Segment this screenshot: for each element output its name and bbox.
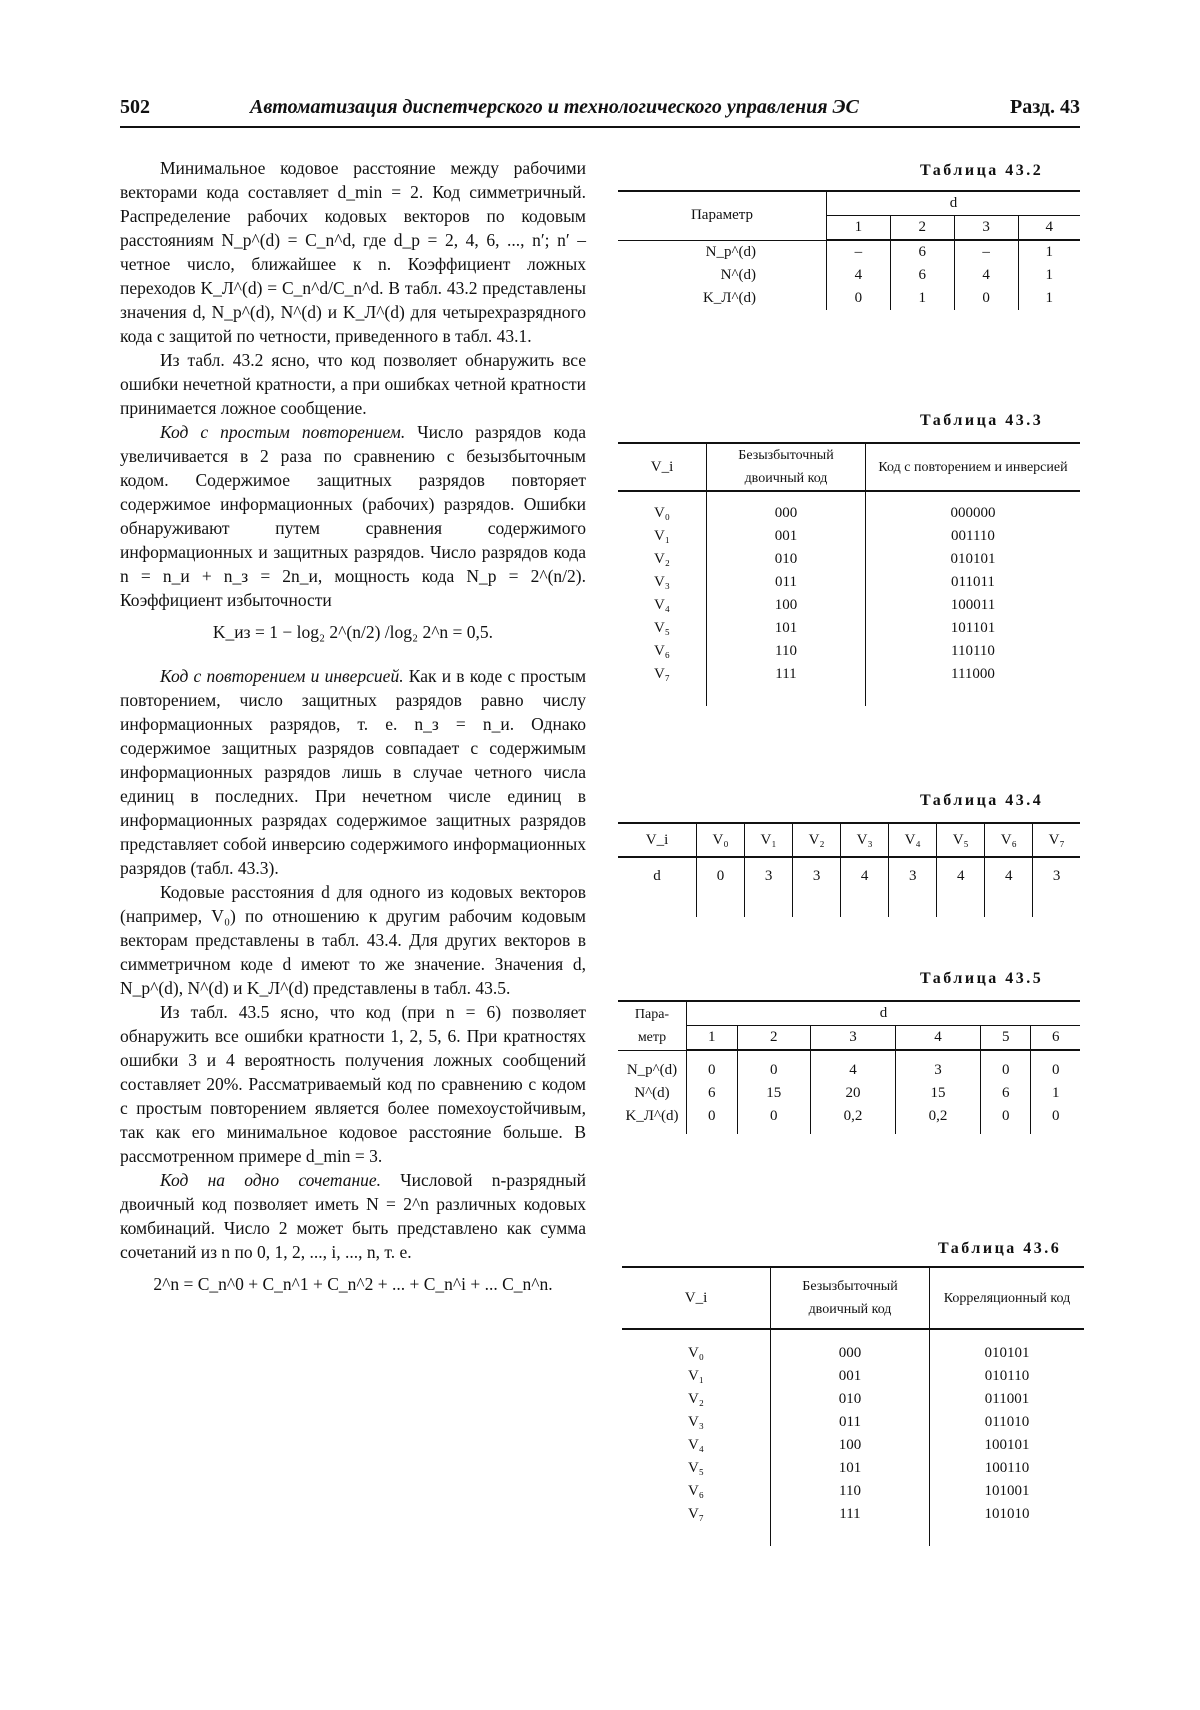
table-cell: 6 <box>890 240 954 264</box>
table-cell: V₅ <box>618 617 707 640</box>
table-cell: 101 <box>771 1457 930 1480</box>
table-43-2-caption: Таблица 43.2 <box>920 162 1044 179</box>
paragraph-3-body: Число разрядов кода увеличивается в 2 раза по сравнению с безызбыточным кодом. Содержимое защитных разрядов повторяет содержимое информационных (рабочих) разрядов. Ошибки обнаруживают путем сравнения содержимого информационных и защитных разрядов. Число разрядов кода n = n_и + n_з = 2n_и, мощность кода N_p = 2^(n/2). Коэффициент избыточности <box>120 422 586 610</box>
table-cell: 010 <box>707 548 866 571</box>
table-cell: 110 <box>707 640 866 663</box>
table-cell: 1 <box>1045 290 1054 306</box>
table-row <box>618 548 1080 571</box>
formula-redundancy: K_из = 1 − log₂ 2^(n/2) /log₂ 2^n = 0,5. <box>212 622 494 642</box>
table-cell: V₄ <box>618 594 707 617</box>
table-cell: 011 <box>707 571 866 594</box>
table-row <box>622 1388 1084 1411</box>
table-43-5-col: 2 <box>737 1026 810 1051</box>
table-cell: 3 <box>889 857 937 917</box>
paragraph-1: Минимальное кодовое расстояние между рабочими векторами кода составляет d_min = 2. Код симметричный. Распределение рабочих кодовых векторов по кодовым расстояниям N_p^(d) = C_n^d, где d_p = 2, 4, 6, ..., n′; n′ – четное число, ближайшее к n. Коэффициент ложных переходов K_Л^(d) = C_n^d/C_n^d. В табл. 43.2 представлены значения d, N_p^(d), N^(d) и K_Л^(d) для четырехразрядного кода с защитой по четности, приведенного в табл. 43.1. <box>120 158 586 346</box>
table-43-5-param-header: Пара-метр <box>618 1001 687 1050</box>
paragraph-7-title: Код на одно сочетание. <box>160 1170 382 1190</box>
table-43-6 <box>622 1266 1084 1546</box>
table-cell: – <box>827 240 891 264</box>
table-43-5-col: 1 <box>687 1026 738 1051</box>
table-cell: V₇ <box>622 1503 771 1546</box>
table-cell: 0 <box>980 1105 1031 1134</box>
paragraph-4-body: Как и в коде с простым повторением, число защитных разрядов равно числу информационных разрядов, т. е. n_з = n_и. Однако содержимое защитных разрядов совпадает с содержимым информационных разрядов лишь в случае четного числа единиц в последних. При нечетном числе единиц в информационных разрядах содержимое защитных разрядов представляет собой инверсию содержимого информационных разрядов (табл. 43.3). <box>120 666 587 878</box>
table-cell: 0 <box>827 287 891 310</box>
table-cell: 000000 <box>950 505 996 521</box>
table-cell: K_Л^(d) <box>618 1105 687 1134</box>
running-title: Автоматизация диспетчерского и технологического управления ЭС <box>250 96 859 118</box>
table-cell: 110110 <box>951 643 995 659</box>
table-43-4-header: V₄ <box>889 823 937 857</box>
table-cell: 0 <box>1051 1108 1060 1124</box>
table-43-2-col: 1 <box>827 216 891 241</box>
table-43-4 <box>618 822 1080 917</box>
table-cell: 000 <box>707 491 866 525</box>
table-43-4-header: V₀ <box>697 823 745 857</box>
table-cell: V₅ <box>622 1457 771 1480</box>
table-cell: V₁ <box>618 525 707 548</box>
table-row <box>622 1329 1084 1365</box>
table-cell: V₃ <box>622 1411 771 1434</box>
table-43-2 <box>618 190 1080 310</box>
table-43-6-header-corr: Корреляционный код <box>930 1267 1085 1329</box>
table-cell: 0,2 <box>811 1105 896 1134</box>
table-cell: 0 <box>737 1105 810 1134</box>
table-cell: – <box>954 240 1018 264</box>
table-row <box>618 1082 1080 1105</box>
table-43-5-col: 6 <box>1031 1026 1080 1051</box>
table-cell: 101001 <box>984 1483 1030 1499</box>
table-cell: 6 <box>980 1082 1031 1105</box>
table-43-5-col: 4 <box>895 1026 980 1051</box>
table-cell: 011011 <box>951 574 995 590</box>
table-cell: 0 <box>980 1050 1031 1082</box>
table-cell: 0 <box>737 1050 810 1082</box>
table-cell: 000 <box>771 1329 930 1365</box>
paragraph-3 <box>120 420 586 612</box>
table-cell: V₆ <box>618 640 707 663</box>
paragraph-3-title: Код с простым повторением. <box>160 422 406 442</box>
table-cell: 4 <box>841 857 889 917</box>
table-cell: 4 <box>827 264 891 287</box>
table-row <box>618 240 1080 264</box>
table-cell: V₄ <box>622 1434 771 1457</box>
paragraph-4-title: Код с повторением и инверсией. <box>160 666 404 686</box>
formula-combinations: 2^n = C_n^0 + C_n^1 + C_n^2 + ... + C_n^i + ... C_n^n. <box>153 1274 553 1294</box>
table-43-6-caption: Таблица 43.6 <box>938 1240 1062 1257</box>
table-cell: d <box>618 857 697 917</box>
table-cell: V₀ <box>622 1329 771 1365</box>
table-cell: 15 <box>895 1082 980 1105</box>
table-43-5-col: 5 <box>980 1026 1031 1051</box>
paragraph-2: Из табл. 43.2 ясно, что код позволяет обнаружить все ошибки нечетной кратности, а при ошибках четной кратности принимается ложное сообщение. <box>120 350 586 418</box>
table-row <box>622 1503 1084 1546</box>
table-cell: V₃ <box>618 571 707 594</box>
table-43-3 <box>618 442 1080 706</box>
table-43-2-d-header: d <box>827 191 1081 216</box>
table-43-2-col: 4 <box>1018 216 1080 241</box>
table-row <box>618 663 1080 706</box>
table-43-4-header: V₆ <box>985 823 1033 857</box>
table-cell: 010101 <box>950 551 996 567</box>
table-cell: 100110 <box>984 1460 1030 1476</box>
table-cell: 4 <box>811 1050 896 1082</box>
paragraph-5: Кодовые расстояния d для одного из кодовых векторов (например, V₀) по отношению к другим рабочим кодовым векторам представлены в табл. 43.4. Для других векторов в симметричном коде d имеют то же значение. Значения d, N_p^(d), N^(d) и K_Л^(d) представлены в табл. 43.5. <box>120 882 586 998</box>
table-cell: 3 <box>745 857 793 917</box>
table-row <box>622 1411 1084 1434</box>
table-43-4-header: V₃ <box>841 823 889 857</box>
table-43-3-header-vi: V_i <box>618 443 707 491</box>
paragraph-4 <box>120 664 586 880</box>
table-cell: 001 <box>771 1365 930 1388</box>
table-cell: 4 <box>937 857 985 917</box>
paragraph-6: Из табл. 43.5 ясно, что код (при n = 6) позволяет обнаружить все ошибки кратности 1, 2, 5, 6. При кратностях ошибки 3 и 4 вероятность получения ложных сообщений составляет 20%. Рассматриваемый код по сравнению с кодом с простым повторением является более помехоустойчивым, так как его минимальное кодовое расстояние больше. В рассмотренном примере d_min = 3. <box>120 1002 586 1166</box>
table-row <box>618 491 1080 525</box>
table-cell: V₁ <box>622 1365 771 1388</box>
table-43-4-header: V₁ <box>745 823 793 857</box>
table-43-4-caption: Таблица 43.4 <box>920 792 1044 809</box>
paragraph-7 <box>120 1168 586 1264</box>
table-cell: N^(d) <box>618 1082 687 1105</box>
table-cell: 101101 <box>950 620 996 636</box>
table-row <box>618 1050 1080 1082</box>
table-cell: 100101 <box>984 1437 1030 1453</box>
table-cell: 010101 <box>984 1345 1030 1361</box>
table-cell: 011001 <box>984 1391 1030 1407</box>
table-43-2-param-header: Параметр <box>618 191 827 240</box>
table-43-4-header: V_i <box>618 823 697 857</box>
table-43-5-caption: Таблица 43.5 <box>920 970 1044 987</box>
table-row <box>618 640 1080 663</box>
table-43-3-caption: Таблица 43.3 <box>920 412 1044 429</box>
table-cell: 111 <box>771 1503 930 1546</box>
table-cell: 100 <box>707 594 866 617</box>
table-cell: 011010 <box>984 1414 1030 1430</box>
table-cell: 010110 <box>984 1368 1030 1384</box>
header-rule <box>120 126 1080 128</box>
table-cell: 011 <box>771 1411 930 1434</box>
table-43-3-header-repeat: Код с повторением и инверсией <box>866 443 1081 491</box>
table-cell: 1 <box>1051 1085 1060 1101</box>
table-cell: 010 <box>771 1388 930 1411</box>
table-43-5-col: 3 <box>811 1026 896 1051</box>
table-row <box>618 264 1080 287</box>
table-cell: N_p^(d) <box>618 1050 687 1082</box>
table-cell: 111 <box>707 663 866 706</box>
table-cell: 0 <box>687 1105 738 1134</box>
table-cell: N^(d) <box>618 264 827 287</box>
table-cell: 1 <box>1045 267 1054 283</box>
table-row <box>618 594 1080 617</box>
table-cell: 3 <box>895 1050 980 1082</box>
table-row <box>618 1105 1080 1134</box>
table-43-5-d-header: d <box>687 1001 1081 1026</box>
table-row <box>622 1365 1084 1388</box>
table-cell: 101010 <box>984 1506 1030 1522</box>
table-cell: 0,2 <box>895 1105 980 1134</box>
page-number: 502 <box>120 96 150 118</box>
table-cell: 0 <box>687 1050 738 1082</box>
table-cell: 3 <box>1052 868 1061 884</box>
table-row <box>622 1480 1084 1503</box>
table-cell: 111000 <box>951 666 995 682</box>
table-cell: V₆ <box>622 1480 771 1503</box>
table-row <box>618 617 1080 640</box>
table-cell: K_Л^(d) <box>618 287 827 310</box>
table-43-6-header-vi: V_i <box>622 1267 771 1329</box>
table-43-2-col: 3 <box>954 216 1018 241</box>
table-cell: 20 <box>811 1082 896 1105</box>
table-cell: 6 <box>890 264 954 287</box>
table-cell: 001 <box>707 525 866 548</box>
table-cell: 101 <box>707 617 866 640</box>
table-cell: 100011 <box>950 597 996 613</box>
table-cell: 4 <box>954 264 1018 287</box>
table-row <box>622 1457 1084 1480</box>
running-header <box>120 96 1080 126</box>
table-cell: 0 <box>697 857 745 917</box>
table-43-3-header-plain: Безызбыточный двоичный код <box>707 443 866 491</box>
table-cell: 1 <box>1045 244 1054 260</box>
table-cell: 4 <box>985 857 1033 917</box>
paragraph-7-body: Числовой n-разрядный двоичный код позволяет иметь N = 2^n различных кодовых комбинаций. Число 2 может быть представлено как сумма сочетаний из n по 0, 1, 2, ..., i, ..., n, т. е. <box>120 1170 586 1262</box>
table-cell: 3 <box>793 857 841 917</box>
table-row <box>618 287 1080 310</box>
table-cell: N_p^(d) <box>618 240 827 264</box>
section-label: Разд. 43 <box>1009 96 1080 118</box>
table-cell: 100 <box>771 1434 930 1457</box>
table-43-4-header: V₂ <box>793 823 841 857</box>
table-cell: V₂ <box>618 548 707 571</box>
table-cell: V₇ <box>618 663 707 706</box>
table-cell: 110 <box>771 1480 930 1503</box>
table-cell: 0 <box>1051 1062 1060 1078</box>
table-43-2-col: 2 <box>890 216 954 241</box>
table-cell: 6 <box>687 1082 738 1105</box>
table-43-6-header-plain: Безызбыточный двоичный код <box>771 1267 930 1329</box>
table-row <box>618 571 1080 594</box>
table-cell: 1 <box>890 287 954 310</box>
table-row <box>618 857 1080 917</box>
table-cell: 15 <box>737 1082 810 1105</box>
table-row <box>622 1434 1084 1457</box>
table-row <box>618 525 1080 548</box>
table-cell: V₂ <box>622 1388 771 1411</box>
left-column-text <box>120 156 586 1316</box>
table-43-5 <box>618 1000 1080 1134</box>
table-43-4-header: V₇ <box>1033 823 1080 857</box>
table-cell: 001110 <box>951 528 995 544</box>
table-cell: 0 <box>954 287 1018 310</box>
table-cell: V₀ <box>618 491 707 525</box>
table-43-4-header: V₅ <box>937 823 985 857</box>
